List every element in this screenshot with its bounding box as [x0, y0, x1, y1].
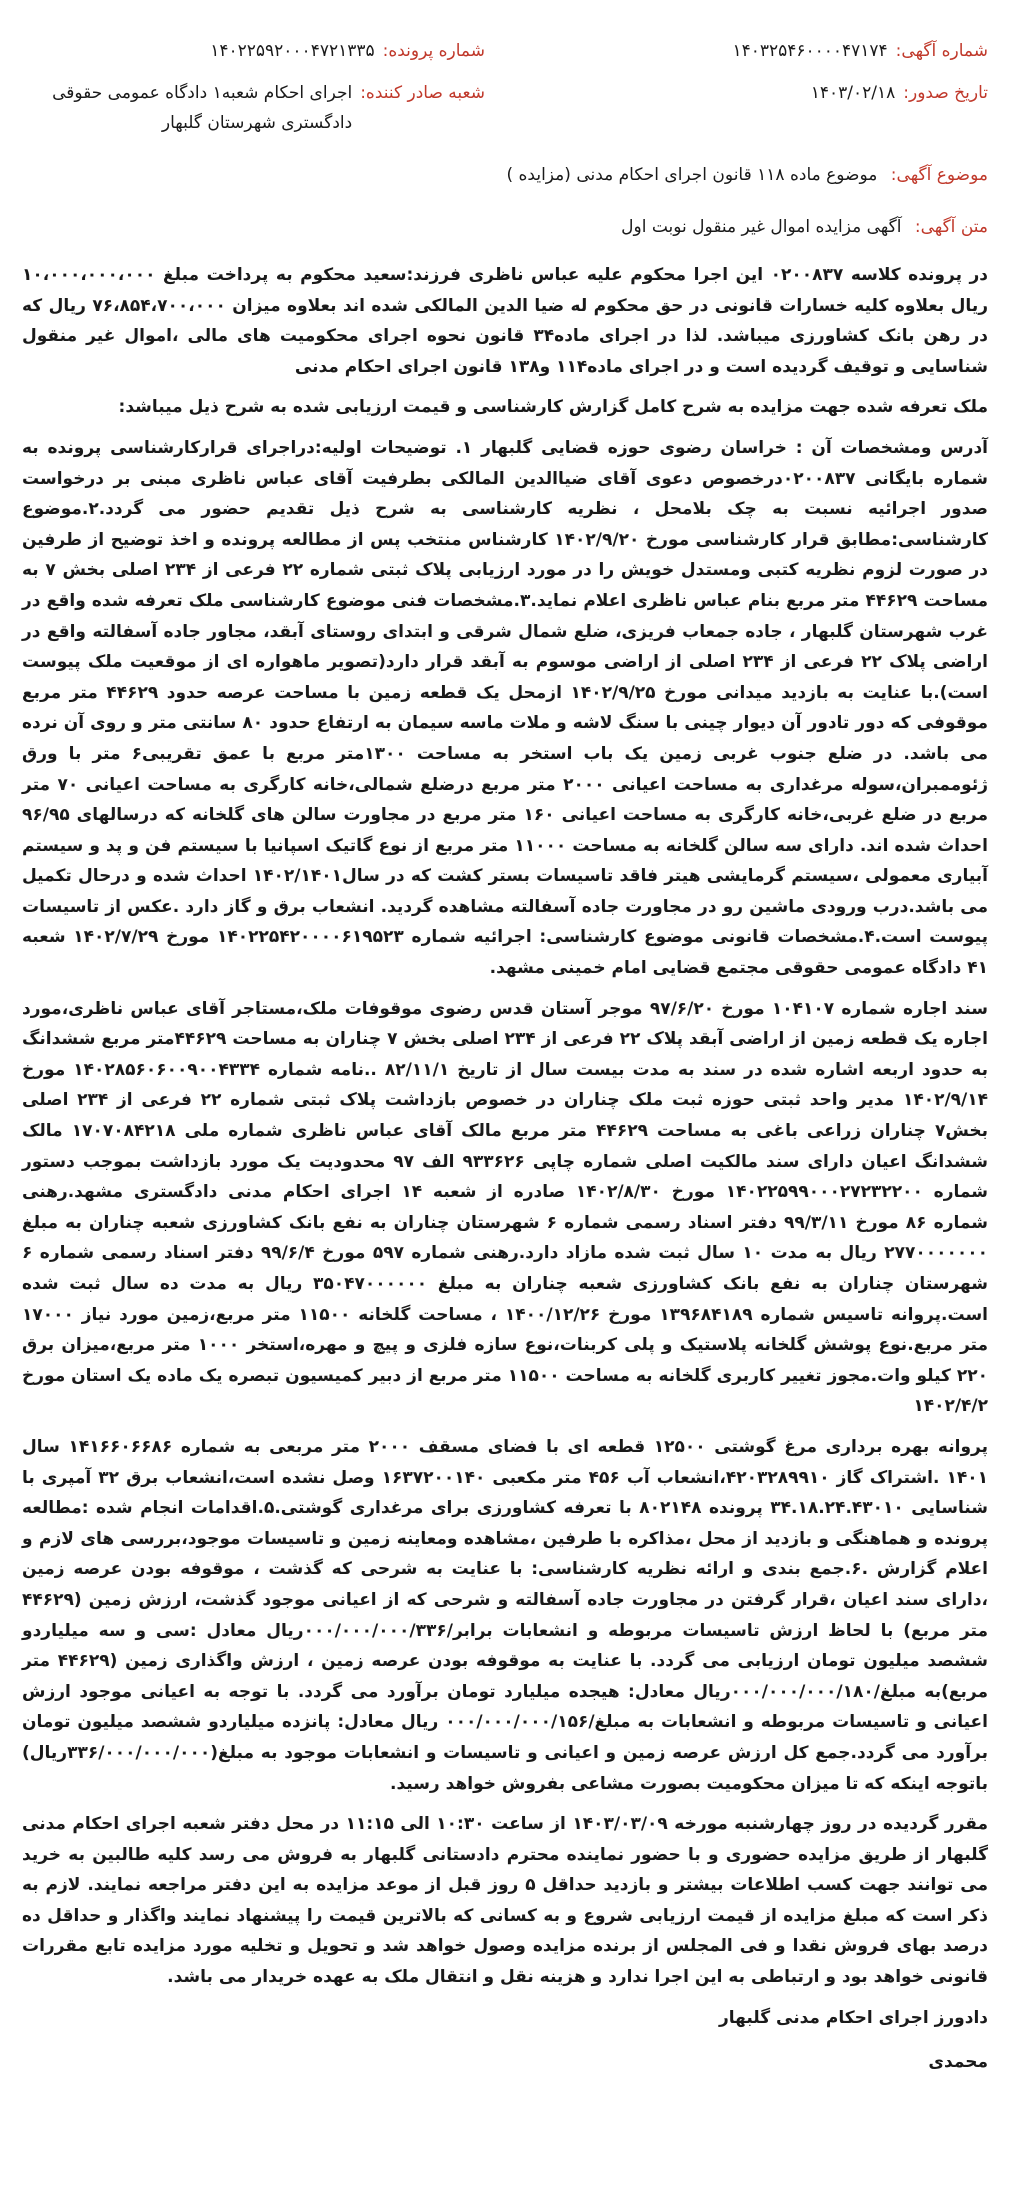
signature-name: محمدی: [928, 2051, 988, 2072]
issuing-branch-label: شعبه صادر کننده:: [360, 83, 485, 103]
ad-text-row: [22, 212, 988, 242]
case-number-label: شماره پرونده:: [382, 41, 485, 61]
subject-value: موضوع ماده ۱۱۸ قانون اجرای احکام مدنی (مزایده ): [506, 165, 878, 185]
case-number-value: ۱۴۰۲۲۵۹۲۰۰۰۴۷۲۱۳۳۵: [210, 41, 375, 61]
issuing-branch-row: [22, 78, 485, 138]
body-paragraph: آدرس ومشخصات آن : خراسان رضوی حوزه قضایی گلبهار ۱. توضیحات اولیه:دراجرای قرارکارشناسی پرونده به شماره بایگانی ۰۲۰۰۸۳۷درخصوص دعوی آقای ضیاالدین المالکی بطرفیت آقای عباس ناظری مبنی بر درخواست صدور اجرائیه نسبت به چک بلامحل ، نظریه کارشناسی به شرح ذیل تقدیم حضور می گردد.۲.موضوع کارشناسی:مطابق قرار کارشناسی مورخ ۱۴۰۲/۹/۲۰ کارشناس منتخب پس از مطالعه پرونده و اخذ توضیح از طرفین در صورت لزوم نظریه کتبی ومستدل خویش را در مورد ارزیابی پلاک ثبتی شماره ۲۲ فرعی از ۲۳۴ اصلی بخش ۷ به مساحت ۴۴۶۲۹ متر مربع بنام عباس ناظری اعلام نماید.۳.مشخصات فنی موضوع کارشناسی ملک تعرفه شده واقع در غرب شهرستان گلبهار ، جاده جمعاب فریزی، ضلع شمال شرقی و ابتدای روستای آبقد، مجاور جاده آسفالته واقع در اراضی پلاک ۲۲ فرعی از ۲۳۴ اصلی از اراضی موسوم به آبقد قرار دارد(تصویر ماهواره ای از موقعیت ملک پیوست است).با عنایت به بازدید میدانی مورخ ۱۴۰۲/۹/۲۵ ازمحل یک قطعه زمین با مساحت عرصه حدود ۴۴۶۲۹ متر مربع موقوفی که دور تادور آن دیوار چینی با سنگ لاشه و ملات ماسه سیمان به ارتفاع حدود ۸۰ سانتی متر و روی آن نرده می باشد. در ضلع جنوب غربی زمین یک باب استخر به مساحت ۱۳۰۰متر مربع با عمق تقریبی۶ متر با ورق ژئوممبران،سوله مرغداری به مساحت اعیانی ۲۰۰۰ متر مربع درضلع شمالی،خانه کارگری به مساحت اعیانی ۷۰ متر مربع در ضلع غربی،خانه کارگری به مساحت اعیانی ۱۶۰ متر مربع در مجاورت سالن های گلخانه که درسالهای ۹۶/۹۵ احداث شده اند. دارای سه سالن گلخانه به مساحت ۱۱۰۰۰ متر مربع از نوع گاتیک اسپانیا با سیستم فن و پد و سیستم آبیاری معمولی ،سیستم گرمایشی هیتر فاقد تاسیسات بستر کشت که در سال۱۴۰۲/۱۴۰۱ احداث شده و درحال تکمیل می باشد.درب ورودی ماشین رو در مجاورت جاده آسفالته مشاهده گردید. انشعاب برق و گاز دارد .عکس از تاسیسات پیوست است.۴.مشخصات قانونی موضوع کارشناسی: اجرائیه شماره ۱۴۰۲۲۵۴۲۰۰۰۰۶۱۹۵۲۳ مورخ ۱۴۰۲/۷/۲۹ شعبه ۴۱ دادگاه عمومی حقوقی مجتمع قضایی امام خمینی مشهد.: [22, 437, 989, 979]
case-number-row: [22, 36, 485, 66]
issuing-branch-value: اجرای احکام شعبه۱ دادگاه عمومی حقوقی دادگستری شهرستان گلبهار: [52, 83, 353, 133]
signature-office: دادورز اجرای احکام مدنی گلبهار: [718, 2007, 988, 2028]
issue-date-label: تاریخ صدور:: [903, 83, 988, 103]
ad-text-value: آگهی مزایده اموال غیر منقول نوبت اول: [621, 217, 902, 237]
issue-date-row: [525, 78, 988, 138]
signature-block: [22, 2003, 988, 2077]
issue-date-value: ۱۴۰۳/۰۲/۱۸: [810, 83, 896, 103]
body-paragraph: ملک تعرفه شده جهت مزایده به شرح کامل گزارش کارشناسی و قیمت ارزیابی شده به شرح ذیل میباشد:: [118, 397, 988, 418]
notice-header: [22, 36, 988, 150]
ad-number-value: ۱۴۰۳۲۵۴۶۰۰۰۰۴۷۱۷۴: [732, 41, 888, 61]
subject-row: [22, 160, 988, 190]
ad-number-row: [525, 36, 988, 66]
ad-number-label: شماره آگهی:: [895, 41, 988, 61]
body-paragraph: پروانه بهره برداری مرغ گوشتی ۱۲۵۰۰ قطعه ای با فضای مسقف ۲۰۰۰ متر مربعی به شماره ۱۴۱۶۶۰۶۶۸۶ سال ۱۴۰۱ .اشتراک گاز ۴۲۰۳۲۸۹۹۱۰،انشعاب آب ۴۵۶ متر مکعبی ۱۶۳۷۲۰۰۱۴۰ وصل نشده است،انشعاب برق ۳۲ آمپری با شناسایی ۳۴.۱۸.۲۴.۴۳۰۱۰ پرونده ۸۰۲۱۴۸ با تعرفه کشاورزی برای مرغداری گوشتی.۵.اقدامات انجام شده :مطالعه پرونده و هماهنگی و بازدید از محل ،مذاکره با طرفین ،مشاهده ومعاینه زمین و تاسیسات موجود،بررسی های لازم و اعلام گزارش .۶.جمع بندی و ارائه نظریه کارشناسی: با عنایت به شرحی که گذشت ، موقوفه بودن عرصه زمین ،دارای سند اعیان ،قرار گرفتن در مجاورت جاده آسفالته و شرحی که از اعیانی موجود گذشت، ارزش زمین (۴۴۶۲۹ متر مربع) با لحاظ ارزش تاسیسات مربوطه و انشعابات برابر/۰۰۰/۰۰۰/۰۰۰/۳۳۶ریال معادل :سی و سه میلیاردو ششصد میلیون تومان ارزیابی می گردد. با عنایت به موقوفه بودن عرصه زمین ، ارزش واگذاری زمین (۴۴۶۲۹ متر مربع)به مبلغ/۰۰۰/۰۰۰/۰۰۰/۱۸۰ریال معادل: هیجده میلیارد تومان برآورد می گردد. با توجه به اعیانی موجود ارزش اعیانی و تاسیسات مربوطه و انشعابات به مبلغ/۰۰۰/۰۰۰/۰۰۰/۱۵۶ ریال معادل: پانزده میلیاردو ششصد میلیون تومان برآورد می گردد.جمع کل ارزش عرصه زمین و اعیانی و تاسیسات و انشعابات موجود به مبلغ(۳۳۶/۰۰۰/۰۰۰/۰۰۰ریال) باتوجه اینکه که تا میزان محکومیت بصورت مشاعی بفروش خواهد رسید.: [22, 1436, 988, 1794]
notice-body: [22, 260, 988, 1993]
body-paragraph: در پرونده کلاسه ۰۲۰۰۸۳۷ این اجرا محکوم علیه عباس ناظری فرزند:سعید محکوم به پرداخت مبلغ ۱۰،۰۰۰،۰۰۰،۰۰۰ ریال بعلاوه کلیه خسارات قانونی در حق محکوم له ضیا الدین المالکی شده اند بعلاوه میزان ۷۶،۸۵۴،۷۰۰،۰۰۰ ریال که در رهن بانک کشاورزی میباشد. لذا در اجرای ماده۳۴ قانون نحوه اجرای محکومیت های مالی ،اموال غیر منقول شناسایی و توقیف گردیده است و در اجرای ماده۱۱۴ و۱۳۸ قانون اجرای احکام مدنی: [22, 265, 988, 377]
subject-label: موضوع آگهی:: [890, 165, 988, 185]
body-paragraph: سند اجاره شماره ۱۰۴۱۰۷ مورخ ۹۷/۶/۲۰ موجر آستان قدس رضوی موقوفات ملک،مستاجر آقای عباس ناظری،مورد اجاره یک قطعه زمین از اراضی آبقد پلاک ۲۲ فرعی از ۲۳۴ اصلی بخش ۷ چناران به مساحت ۴۴۶۲۹متر مربع ششدانگ به حدود اربعه اشاره شده در سند به مدت بیست سال از تاریخ ۸۲/۱۱/۱ ..نامه شماره ۱۴۰۲۸۵۶۰۶۰۰۹۰۰۴۳۳۴ مورخ ۱۴۰۲/۹/۱۴ مدیر واحد ثبتی حوزه ثبت ملک چناران در خصوص بازداشت پلاک ثبتی شماره ۲۲ فرعی از ۲۳۴ اصلی بخش۷ چناران زراعی باغی به مساحت ۴۴۶۲۹ متر مربع مالک آقای عباس ناظری شماره ملی ۱۷۰۷۰۸۴۲۱۸ مالک ششدانگ اعیان دارای سند مالکیت اصلی شماره چاپی ۹۳۳۶۲۶ الف ۹۷ محدودیت یک مورد بازداشت بموجب دستور شماره ۱۴۰۲۲۵۹۹۰۰۰۲۷۲۳۲۲۰۰ مورخ ۱۴۰۲/۸/۳۰ صادره از شعبه ۱۴ اجرای احکام مدنی دادگستری مشهد.رهنی شماره ۸۶ مورخ ۹۹/۳/۱۱ دفتر اسناد رسمی شماره ۶ شهرستان چناران به نفع بانک کشاورزی شعبه چناران به مبلغ ۲۷۷۰۰۰۰۰۰۰ ریال به مدت ۱۰ سال ثبت شده مازاد دارد.رهنی شماره ۵۹۷ مورخ ۹۹/۶/۴ دفتر اسناد رسمی شماره ۶ شهرستان چناران به نفع بانک کشاورزی شعبه چناران به مبلغ ۳۵۰۴۷۰۰۰۰۰۰ ریال به مدت ده سال ثبت شده است.پروانه تاسیس شماره ۱۳۹۶۸۴۱۸۹ مورخ ۱۴۰۰/۱۲/۲۶ ، مساحت گلخانه ۱۱۵۰۰ متر مربع،زمین مورد نیاز ۱۷۰۰۰ متر مربع.نوع پوشش گلخانه پلاستیک و پلی کربنات،نوع سازه فلزی و پیچ و مهره،استخر ۱۰۰۰ متر مربع،میزان برق ۲۲۰ کیلو وات.مجوز تغییر کاربری گلخانه به مساحت ۱۱۵۰۰ متر مربع از دبیر کمیسیون تبصره یک ماده یک استان مورخ ۱۴۰۲/۴/۲: [22, 998, 989, 1417]
ad-text-label: متن آگهی:: [914, 217, 988, 237]
body-paragraph: مقرر گردیده در روز چهارشنبه مورخه ۱۴۰۳/۰۳/۰۹ از ساعت ۱۰:۳۰ الی ۱۱:۱۵ در محل دفتر شعبه اجرای احکام مدنی گلبهار از طریق مزایده حضوری و با حضور نماینده محترم دادستانی گلبهار به فروش می رسد کلیه طالبین به خرید می توانند جهت کسب اطلاعات بیشتر و بازدید حداقل ۵ روز قبل از موعد مزایده به این دفتر مراجعه نمایند. لازم به ذکر است که مبلغ مزایده از قیمت ارزیابی شروع و به کسانی که بالاترین قیمت را پیشنهاد نمایند واگذار و حداقل ده درصد بهای فروش نقدا و فی المجلس از برنده مزایده وصول خواهد شد و تحویل و تخلیه مورد مزایده تابع مقررات قانونی خواهد بود و ارتباطی به این اجرا ندارد و هزینه نقل و انتقال ملک به عهده خریدار می باشد.: [22, 1814, 988, 1988]
